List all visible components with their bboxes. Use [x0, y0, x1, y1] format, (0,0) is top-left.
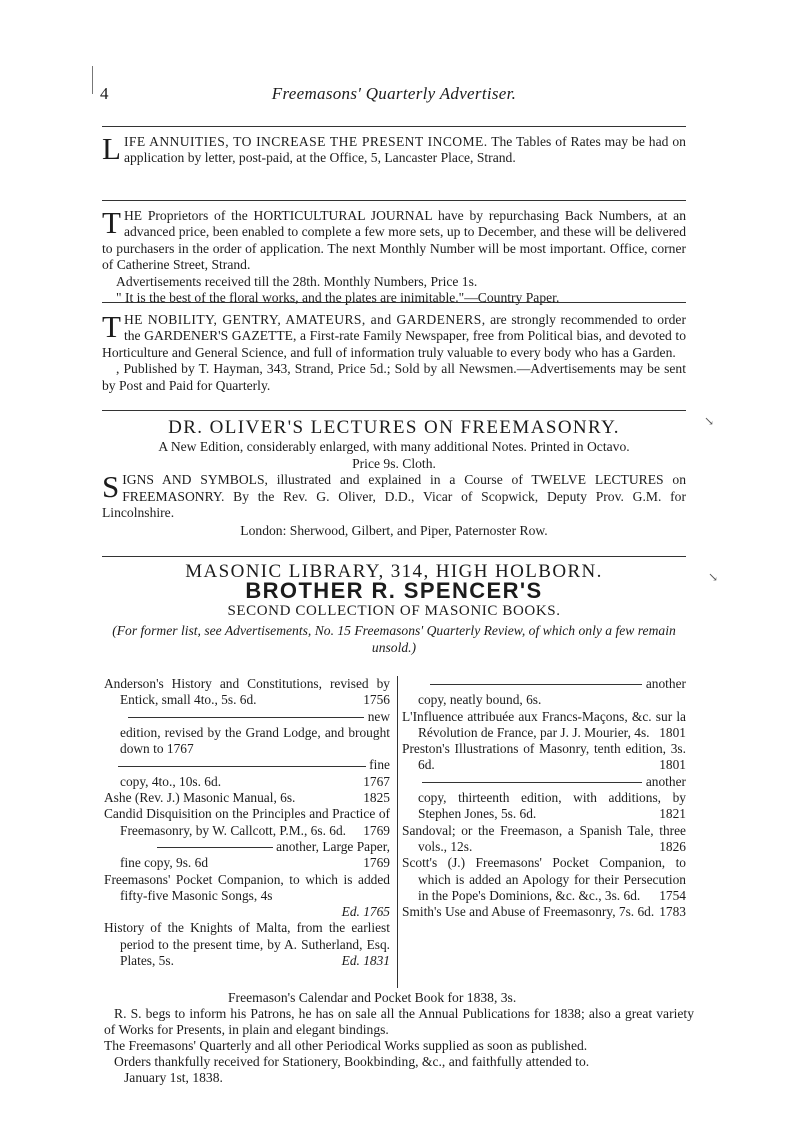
footer-paragraph: Orders thankfully received for Stationery, Bookbinding, &c., and faithfully attended to. [114, 1054, 590, 1069]
list-item: Ashe (Rev. J.) Masonic Manual, 6s. 1825 [104, 790, 390, 806]
ad-lead: IFE ANNUITIES, TO INCREASE THE PRESENT INCOME. [123, 134, 488, 149]
ad-life-annuities [102, 131, 686, 167]
ad-edition: A New Edition, considerably enlarged, with many additional Notes. Printed in Octavo. [158, 439, 630, 455]
list-item: Smith's Use and Abuse of Freemasonry, 7s. 6d. 1783 [402, 904, 686, 920]
header-rule [102, 126, 686, 127]
footer-paragraph: The Freemasons' Quarterly and all other Periodical Works supplied as soon as published. [104, 1038, 588, 1053]
divider-rule [102, 556, 686, 557]
drop-cap: L [102, 131, 121, 166]
divider-rule [102, 200, 686, 201]
ad-horticultural-journal [102, 205, 686, 306]
list-item-continuation: new [104, 709, 390, 725]
list-item: Freemasons' Pocket Companion, to which is added fifty-five Masonic Songs, 4s [104, 871, 390, 903]
ad-lead: HE NOBILITY, GENTRY, AMATEURS, and GARDENERS, [123, 312, 486, 327]
list-item: Candid Disquisition on the Principles and Practice of Freemasonry, by W. Callcott, P.M., 6s. 6d. 1769 [104, 806, 390, 838]
list-item-continuation: another [402, 676, 686, 692]
library-note: (For former list, see Advertisements, No. 15 Freemasons' Quarterly Review, of which only a few remain unsold.) [112, 623, 676, 655]
ad-body: IGNS AND SYMBOLS, illustrated and explained in a Course of TWELVE LECTURES on FREEMASONRY. By the Rev. G. Oliver, D.D., Vicar of Scopwick, Deputy Prov. G.M. for Lincolnshire. [102, 472, 686, 521]
list-item: Sandoval; or the Freemason, a Spanish Tale, three vols., 12s. 1826 [402, 822, 686, 854]
divider-rule [102, 302, 686, 303]
drop-cap: S [102, 469, 120, 505]
library-brand: BROTHER R. SPENCER'S [245, 578, 543, 604]
list-item-continuation: another, Large Paper, [104, 839, 390, 855]
ad-quote: " It is the best of the floral works, and the plates are inimitable."—Country Paper. [116, 290, 560, 306]
ad-masonic-library [102, 561, 686, 656]
drop-cap: T [102, 205, 121, 240]
column-divider [397, 676, 398, 988]
ad-line: Advertisements received till the 28th. Monthly Numbers, Price 1s. [116, 273, 478, 289]
ad-lead: HE Proprietors of the HORTICULTURAL JOURNAL [123, 208, 433, 223]
list-item: Anderson's History and Constitutions, revised by Entick, small 4to., 5s. 6d. 1756 [104, 676, 390, 708]
ad-body: The Tables of Rates may be had on application by letter, post-paid, at the Office, 5, Lancaster Place, Strand. [123, 134, 686, 166]
calendar-line: Freemason's Calendar and Pocket Book for 1838, 3s. [228, 990, 517, 1005]
list-item: copy, thirteenth edition, with additions, by Stephen Jones, 5s. 6d. 1821 [418, 790, 686, 822]
library-footer [104, 990, 694, 1086]
margin-tick: ↘ [708, 570, 719, 584]
margin-tick: ↘ [704, 414, 715, 428]
list-item-continuation: fine [104, 757, 390, 773]
list-item: History of the Knights of Malta, from the earliest period to the present time, by A. Sutherland, Esq. Plates, 5s. Ed. 1831 [104, 920, 390, 969]
divider-rule [102, 410, 686, 411]
list-item-year: Ed. 1765 [341, 904, 390, 920]
drop-cap: T [102, 309, 121, 344]
book-list-right [402, 676, 686, 920]
page-number: 4 [100, 84, 109, 103]
margin-mark [92, 66, 93, 94]
list-item-continuation: another [402, 774, 686, 790]
list-item: copy, neatly bound, 6s. [418, 692, 542, 708]
footer-paragraph: R. S. begs to inform his Patrons, he has on sale all the Annual Publications for 1838; also a great variety of Works for Presents, in plain and elegant bindings. [104, 1006, 694, 1037]
list-item: L'Influence attribuée aux Francs-Maçons, &c. sur la Révolution de France, par J. J. Mourier, 4s. 1801 [402, 708, 686, 740]
list-item: fine copy, 9s. 6d 1769 [120, 855, 390, 871]
running-title: Freemasons' Quarterly Advertiser. [271, 84, 517, 103]
ad-body: have by repurchasing Back Numbers, at an advanced price, been enabled to complete a few more sets, up to December, and these will be delivered to purchasers in the order of application. The next Monthly Number will be most important. Office, corner of Catherine Street, Strand. [102, 208, 686, 273]
list-item: copy, 4to., 10s. 6d. 1767 [120, 773, 390, 789]
footer-date: January 1st, 1838. [124, 1070, 223, 1085]
ad-publisher: London: Sherwood, Gilbert, and Piper, Paternoster Row. [240, 523, 548, 539]
running-header [98, 84, 690, 108]
library-title: MASONIC LIBRARY, 314, HIGH HOLBORN. [185, 561, 603, 582]
ad-gardeners-gazette [102, 309, 686, 394]
list-item: Scott's (J.) Freemasons' Pocket Companion, to which is added an Apology for their Persecution in the Pope's Dominions, &c. &c., 3s. 6d. 1754 [402, 855, 686, 903]
library-subtitle: SECOND COLLECTION OF MASONIC BOOKS. [227, 602, 561, 619]
list-item: Preston's Illustrations of Masonry, tenth edition, 3s. 6d. 1801 [402, 741, 686, 773]
list-item: edition, revised by the Grand Lodge, and brought down to 1767 [120, 724, 390, 757]
ad-body: are strongly recommended to order the GARDENER'S GAZETTE, a First-rate Family Newspaper, free from Political bias, and devoted to Horticulture and General Science, and full of information truly valuable to every body who has a Garden. [102, 312, 686, 360]
ad-oliver-lectures [102, 417, 686, 540]
ad-line: , Published by T. Hayman, 343, Strand, Price 5d.; Sold by all Newsmen.—Advertisements may be sent by Post and Paid for Quarterly. [102, 361, 686, 393]
ad-title: DR. OLIVER'S LECTURES ON FREEMASONRY. [168, 417, 620, 438]
ad-price: Price 9s. Cloth. [352, 455, 436, 471]
book-list-left [104, 676, 390, 969]
